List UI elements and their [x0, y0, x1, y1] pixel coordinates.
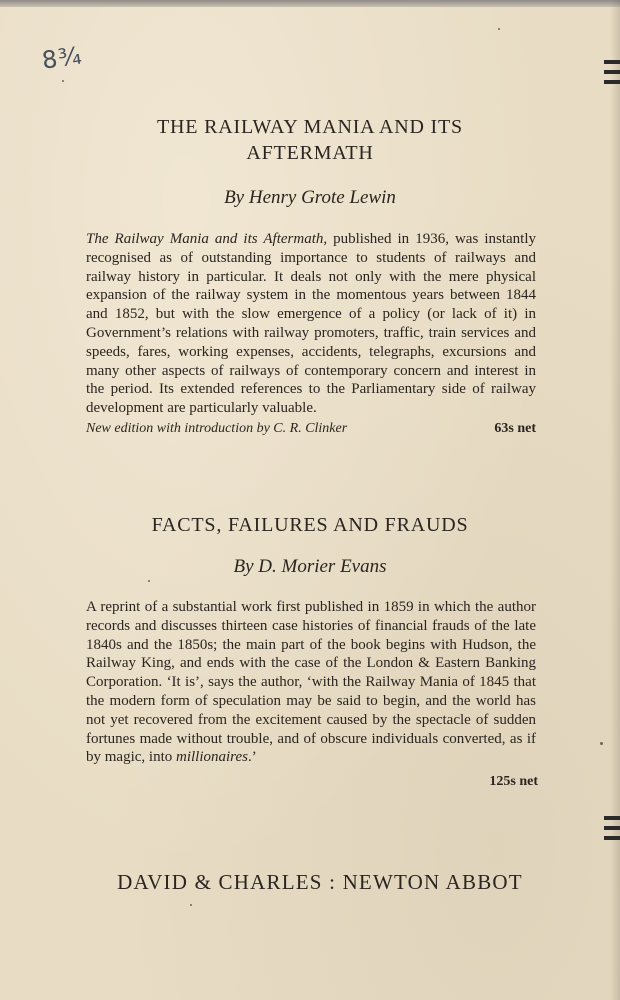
book1-author: By Henry Grote Lewin [224, 187, 396, 208]
book1-title [60, 114, 560, 166]
tick-mark [604, 60, 620, 64]
book2-description-italic: millionaires [176, 749, 248, 766]
tick-mark [604, 836, 620, 840]
book1-title-line1: THE RAILWAY MANIA AND ITS [157, 116, 463, 138]
top-edge [0, 0, 620, 7]
book1-description [86, 230, 536, 418]
book2-description-close: .’ [247, 749, 257, 766]
tick-mark [604, 70, 620, 74]
tick-mark [604, 816, 620, 820]
book2-title: FACTS, FAILURES AND FRAUDS [151, 514, 469, 536]
book2-author: By D. Morier Evans [233, 556, 387, 577]
paper-speck [498, 28, 500, 30]
edge-tick-marks-bottom [604, 816, 620, 846]
book1-description-title: The Railway Mania and its Aftermath, [86, 231, 328, 247]
paper-speck [600, 742, 603, 745]
paper-speck [148, 580, 150, 582]
book2-price: 125s net [489, 774, 538, 789]
publisher-imprint: DAVID & CHARLES : NEWTON ABBOT [117, 870, 523, 894]
book1-price: 63s net [494, 421, 536, 436]
book1-description-text: published in 1936, was instantly recognised as of outstanding importance to students of railways and railway history in particular. It deals not only with the mere physical expansion of the railway system in the momentous years between 1844 and 1852, but with the slow emergence of a policy (or lack of it) in Government’s relations with railway promoters, traffic, train services and speeds, fares, working expenses, accidents, telegraphs, excursions and many other aspects of railways of contemporary concern and interest in the period. Its extended references to the Parliamentary side of railway development are particularly valuable. [86, 231, 536, 417]
book1-edition-note: New edition with introduction by C. R. Clinker [86, 421, 348, 436]
book1-title-line2: AFTERMATH [246, 142, 374, 164]
edge-tick-marks-top [604, 60, 620, 90]
pencil-price-note: 8¾ [40, 41, 85, 75]
book2-description [86, 598, 536, 767]
tick-mark [604, 826, 620, 830]
paper-speck [190, 904, 192, 906]
paper-speck [62, 80, 64, 82]
book2-description-text: A reprint of a substantial work first published in 1859 in which the author records and discusses thirteen case histories of financial frauds of the late 1840s and the 1850s; the main part of the book begins with Hudson, the Railway King, and ends with the case of the London & Eastern Banking Corporation. ‘It is’, says the author, ‘with the Railway Mania of 1845 that the modern form of speculation may be said to begin, and the world has not yet recovered from the excitement caused by the spectacle of sudden fortunes made without trouble, and of obscure individuals converted, as if by magic, into [86, 599, 536, 766]
right-edge-shadow [610, 0, 620, 1000]
book1-edition-row [86, 421, 536, 437]
tick-mark [604, 80, 620, 84]
